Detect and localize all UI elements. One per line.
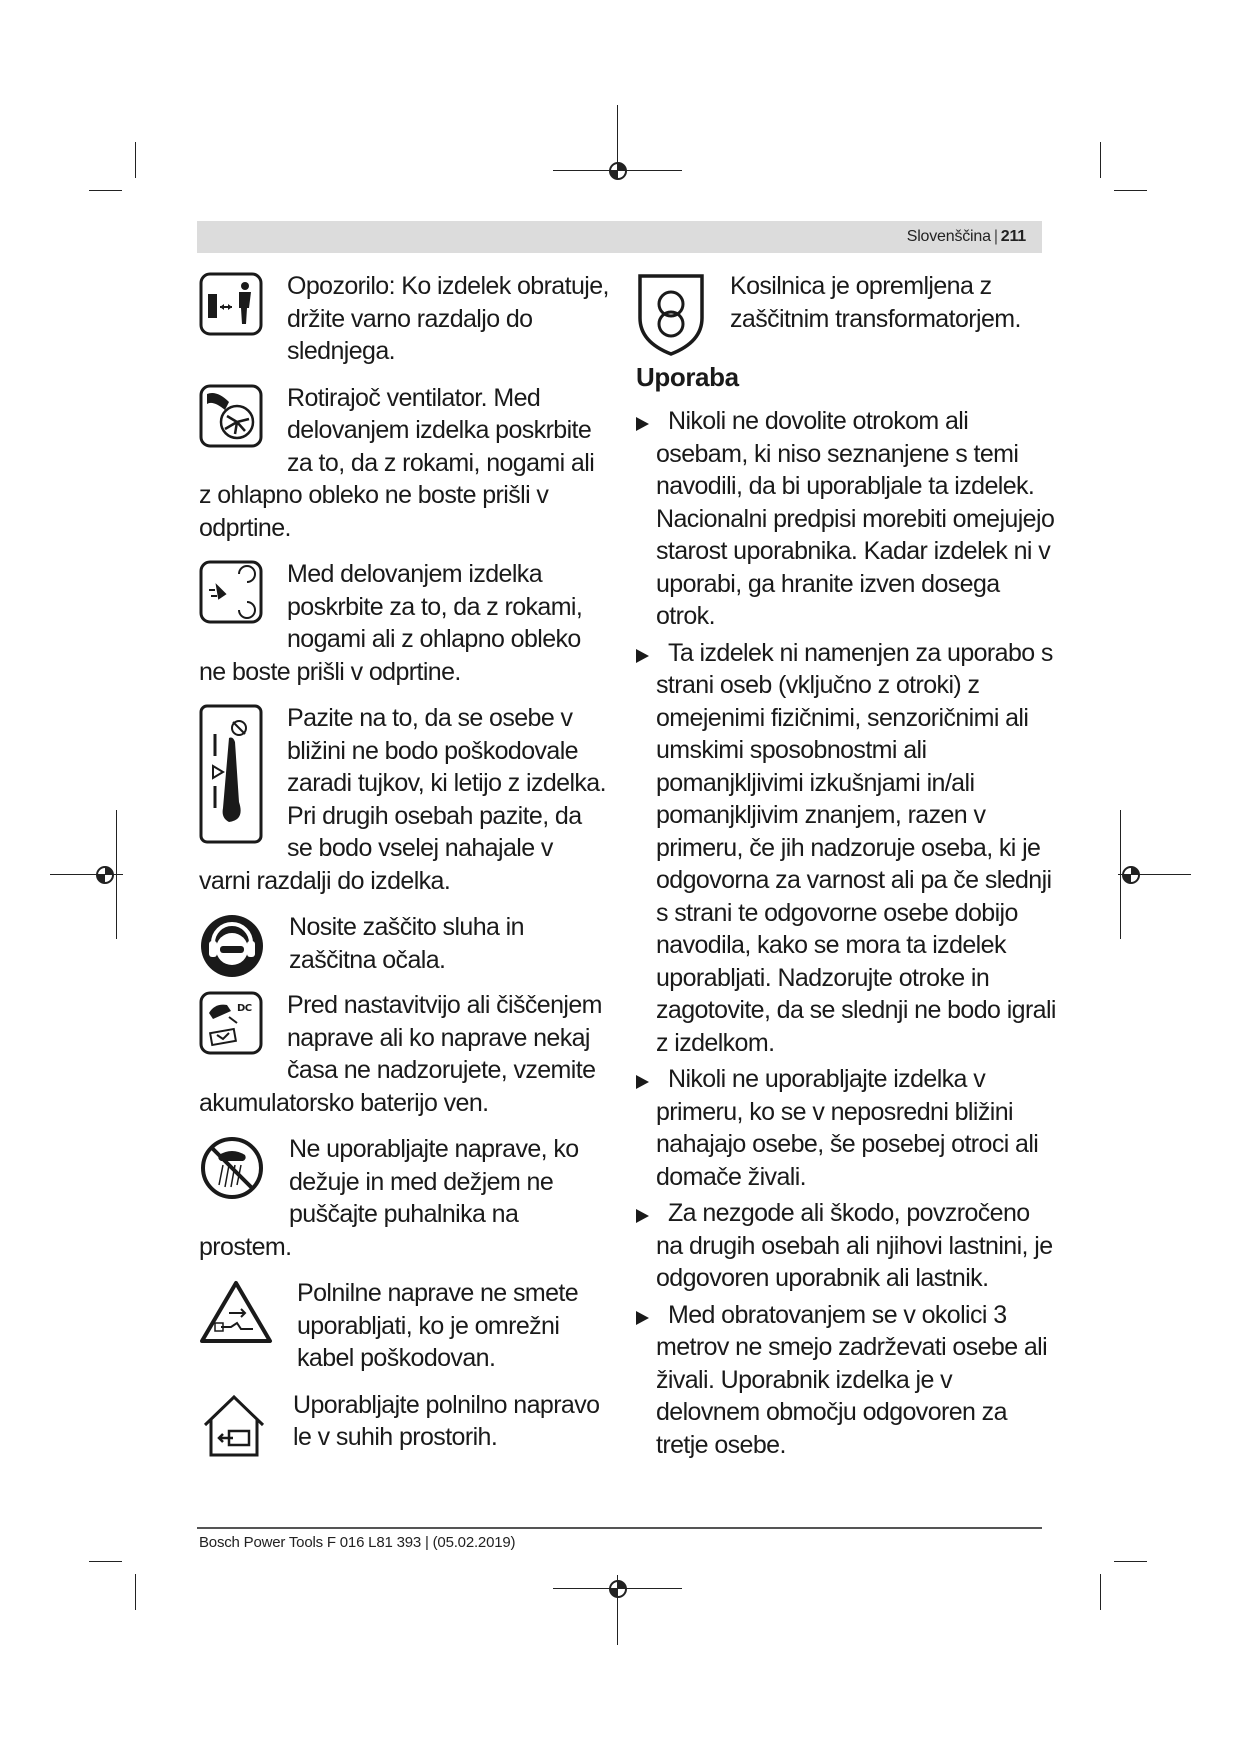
page-number: 211 [1000, 228, 1026, 245]
warning-text: Med delovanjem izdelka poskrbite za to, da z rokami, nogami ali z ohlapno obleko ne boste prišli v odprtine. [199, 560, 583, 686]
page-header [197, 221, 1042, 253]
warning-item [199, 1389, 609, 1465]
warning-text: Rotirajoč ventilator. Med delovanjem izdelka poskrbite za to, da z rokami, nogami ali z ohlapno obleko ne boste prišli v odprtine. [199, 383, 595, 542]
footer-rule [197, 1527, 1042, 1529]
warning-item [199, 702, 609, 897]
bullet-triangle-icon [636, 1209, 649, 1223]
bullet-triangle-icon [636, 649, 649, 663]
damaged-cable-icon [199, 1279, 273, 1345]
left-column [199, 270, 609, 1465]
safety-transformer-icon [636, 272, 706, 356]
warning-text: Polnilne naprave ne smete uporabljati, ko je omrežni kabel poškodovan. [297, 1279, 579, 1372]
bullet-triangle-icon [636, 417, 649, 431]
warning-text: Opozorilo: Ko izdelek obratuje, držite varno razdaljo do slednjega. [287, 272, 609, 365]
right-column [636, 270, 1056, 1465]
warning-text: Pazite na to, da se osebe v bližini ne bodo poškodovale zaradi tujkov, ki letijo z izdelka. Pri drugih osebah pazite, da se bodo vselej nahajale v varni razdalji do izdelka. [199, 704, 606, 895]
list-item [636, 1063, 1056, 1193]
transformer-note-text: Kosilnica je opremljena z zaščitnim transformatorjem. [730, 272, 1021, 333]
indoor-use-icon [199, 1391, 269, 1461]
transformer-note [636, 270, 1056, 360]
registration-mark-icon [605, 158, 631, 184]
header-language: Slovenščina [906, 228, 991, 245]
list-item [636, 637, 1056, 1060]
warning-item [199, 911, 609, 983]
warning-item [199, 1133, 609, 1263]
list-item-text: Nikoli ne uporabljajte izdelka v primeru, ko se v neposredni bližini nahajajo osebe, še posebej otroci ali domače živali. [656, 1065, 1039, 1191]
warning-text: Ne uporabljajte naprave, ko dežuje in med dežjem ne puščajte puhalnika na prostem. [199, 1135, 579, 1261]
warning-item [199, 558, 609, 688]
warning-item [199, 382, 609, 545]
section-title: Uporaba [636, 362, 739, 392]
bullet-triangle-icon [636, 1311, 649, 1325]
registration-mark-icon [605, 1576, 631, 1602]
header-text [907, 228, 1026, 246]
warning-text: Pred nastavitvijo ali čiščenjem naprave ali ko naprave nekaj časa ne nadzorujete, vzemite akumulatorsko baterijo ven. [199, 991, 602, 1117]
list-item [636, 1197, 1056, 1295]
warning-item [199, 1277, 609, 1375]
list-item-text: Nikoli ne dovolite otrokom ali osebam, ki niso seznanjene s temi navodili, da bi uporabljale ta izdelek. Nacionalni predpisi morebiti omejujejo starost uporabnika. Kadar izdelek ni v uporabi, ga hranite izven dosega otrok. [656, 407, 1055, 630]
flying-debris-icon [199, 704, 263, 844]
svg-text:DC: DC [237, 1003, 252, 1014]
bullet-triangle-icon [636, 1075, 649, 1089]
list-item [636, 1299, 1056, 1462]
remove-battery-icon [199, 991, 263, 1055]
list-item-text: Za nezgode ali škodo, povzročeno na drugih osebah ali njihovi lastnini, je odgovoren uporabnik ali lastnik. [656, 1199, 1053, 1292]
rotating-fan-icon [199, 384, 263, 448]
no-rain-icon [199, 1135, 265, 1201]
ear-eye-protection-icon [199, 913, 265, 979]
header-separator: | [993, 228, 998, 245]
list-item-text: Med obratovanjem se v okolici 3 metrov ne smejo zadrževati osebe ali živali. Uporabnik izdelka je v delovnem območju odgovoren za tretje osebe. [656, 1300, 1048, 1459]
warning-text: Uporabljajte polnilno napravo le v suhih prostorih. [293, 1390, 600, 1451]
distance-warning-icon [199, 272, 263, 336]
list-item [636, 405, 1056, 633]
footer-text: Bosch Power Tools F 016 L81 393 | (05.02.2019) [199, 1534, 516, 1551]
warning-item [199, 270, 609, 368]
warning-item [199, 989, 609, 1119]
air-intake-icon [199, 560, 263, 624]
warning-text: Nosite zaščito sluha in zaščitna očala. [289, 913, 524, 974]
list-item-text: Ta izdelek ni namenjen za uporabo s strani oseb (vključno z otroki) z omejenimi fizičnimi, senzoričnimi ali umskimi sposobnostmi ali pomanjkljivimi izkušnjami in/ali pomanjkljivim znanjem, razen v primeru, če jih nadzoruje oseba, ki je odgovorna za varnost ali pa če slednji s strani te odgovorne osebe dobijo navodila, kako se mora ta izdelek uporabljati. Nadzorujte otroke in zagotovite, da se slednji ne bodo igrali z izdelkom. [656, 638, 1056, 1057]
registration-mark-icon [1118, 862, 1144, 888]
registration-mark-icon [92, 862, 118, 888]
